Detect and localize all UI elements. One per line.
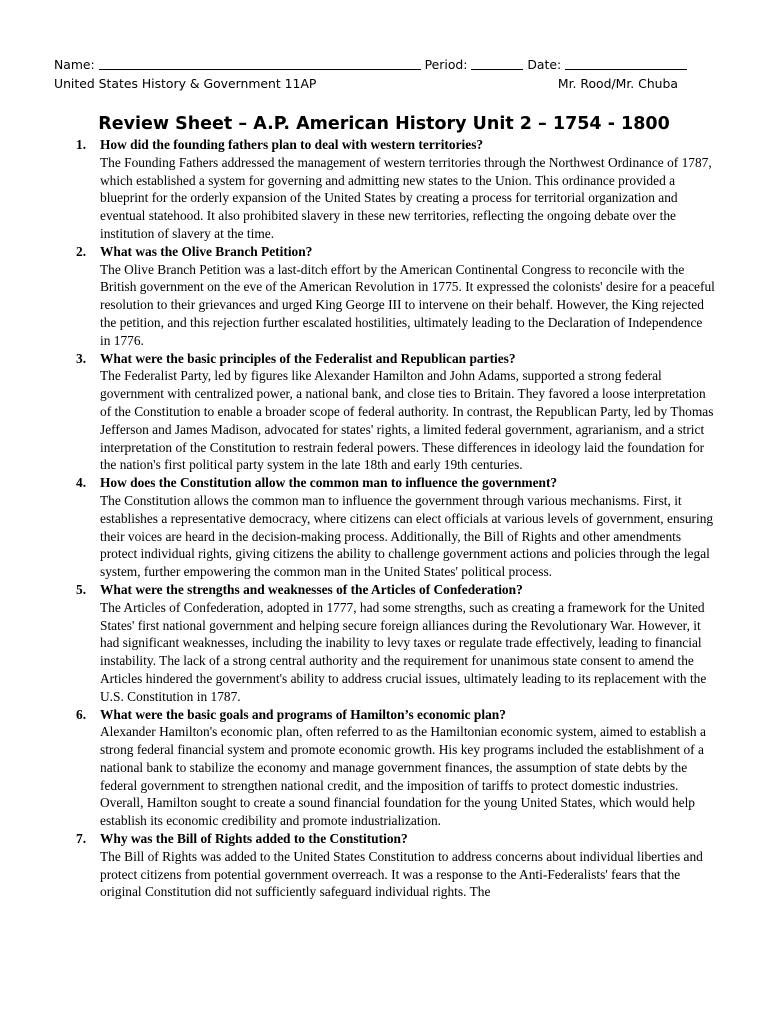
course-line	[54, 76, 684, 91]
question-number: 1.	[76, 137, 87, 152]
question-number: 2.	[76, 243, 87, 259]
question-text: How does the Constitution allow the common man to influence the government?	[100, 475, 558, 491]
name-period-date-line	[54, 57, 684, 72]
question-item	[66, 136, 716, 243]
answer-text: The Federalist Party, led by figures like Alexander Hamilton and John Adams, supported a strong federal government with centralized power, a national bank, and close ties to Britain. They favored a loose interpretation of the Constitution to enable a broader scope of federal authority. In contrast, the Republican Party, led by Thomas Jefferson and James Madison, advocated for states' rights, a limited federal government, agrarianism, and a strict interpretation of the Constitution to restrain federal powers. These differences in ideology laid the foundation for the nation's first political party system in the late 18th and early 19th centuries.	[100, 368, 714, 473]
answer-text: The Constitution allows the common man to influence the government through various mechanisms. First, it establishes a representative democracy, where citizens can elect officials at various levels of government, ensuring their voices are heard in the decision-making process. Additionally, the Bill of Rights and other amendments protect individual rights, giving citizens the ability to challenge government actions and policies through the legal system, further empowering the common man in the United States' political process.	[100, 492, 714, 580]
question-number: 7.	[76, 831, 87, 847]
teacher-names: Mr. Rood/Mr. Chuba	[557, 76, 678, 91]
answer-text: The Articles of Confederation, adopted in 1777, had some strengths, such as creating a framework for the United States' first national government and helping secure foreign alliances during the Revolutionary War. However, it had significant weaknesses, including the inability to levy taxes or regulate trade effectively, leading to financial instability. The lack of a strong central authority and the requirement for unanimous state consent to amend the Articles hindered the government's ability to address crucial issues, ultimately leading to its replacement with the U.S. Constitution in 1787.	[100, 599, 707, 704]
question-item	[66, 706, 716, 831]
name-label: Name:	[54, 57, 95, 72]
answer-text: Alexander Hamilton's economic plan, often referred to as the Hamiltonian economic system, aimed to establish a strong federal financial system and promote economic growth. His key programs included the establishment of a national bank to stabilize the economy and manage government finances, the assumption of state debts by the federal government to strengthen national credit, and the imposition of tariffs to protect domestic industries. Overall, Hamilton sought to create a sound financial foundation for the young United States, which would help establish its economic credibility and promote industrialization.	[100, 724, 706, 829]
question-item	[66, 474, 716, 581]
name-blank	[99, 57, 421, 70]
question-number: 4.	[76, 475, 87, 491]
question-text: Why was the Bill of Rights added to the Constitution?	[100, 831, 408, 847]
page-title: Review Sheet – A.P. American History Unit 2 – 1754 - 1800	[98, 114, 670, 134]
question-item	[66, 830, 716, 901]
question-text: What was the Olive Branch Petition?	[100, 243, 313, 259]
question-text: What were the basic goals and programs of Hamilton’s economic plan?	[100, 706, 506, 722]
question-text: How did the founding fathers plan to deal with western territories?	[100, 137, 484, 152]
date-label: Date:	[527, 57, 562, 72]
period-label: Period:	[424, 57, 468, 72]
question-number: 3.	[76, 350, 87, 366]
course-name: United States History & Government 11AP	[54, 76, 317, 91]
question-number: 5.	[76, 581, 87, 597]
question-number: 6.	[76, 706, 87, 722]
answer-text: The Bill of Rights was added to the United States Constitution to address concerns about individual liberties and protect citizens from potential government overreach. It was a response to the Anti-Federalists' fears that the original Constitution did not sufficiently safeguard individual rights. The	[100, 848, 703, 900]
question-text: What were the basic principles of the Federalist and Republican parties?	[100, 350, 516, 366]
date-blank	[565, 57, 687, 70]
question-text: What were the strengths and weaknesses of the Articles of Confederation?	[100, 581, 523, 597]
question-item	[66, 350, 716, 475]
question-item	[66, 581, 716, 706]
question-list	[66, 136, 716, 901]
question-item	[66, 243, 716, 350]
answer-text: The Founding Fathers addressed the management of western territories through the Northwest Ordinance of 1787, which established a system for governing and admitting new states to the Union. This ordinance provided a blueprint for the orderly expansion of the United States by creating a process for territorial organization and eventual statehood. It also prohibited slavery in these new territories, reflecting the ongoing debate over the institution of slavery at the time.	[100, 154, 712, 241]
period-blank	[471, 57, 523, 70]
answer-text: The Olive Branch Petition was a last-ditch effort by the American Continental Congress to reconcile with the British government on the eve of the American Revolution in 1775. It expressed the colonists' desire for a peaceful resolution to their grievances and urged King George III to intervene on their behalf. However, the King rejected the petition, and this rejection further escalated hostilities, ultimately leading to the Declaration of Independence in 1776.	[100, 261, 715, 348]
